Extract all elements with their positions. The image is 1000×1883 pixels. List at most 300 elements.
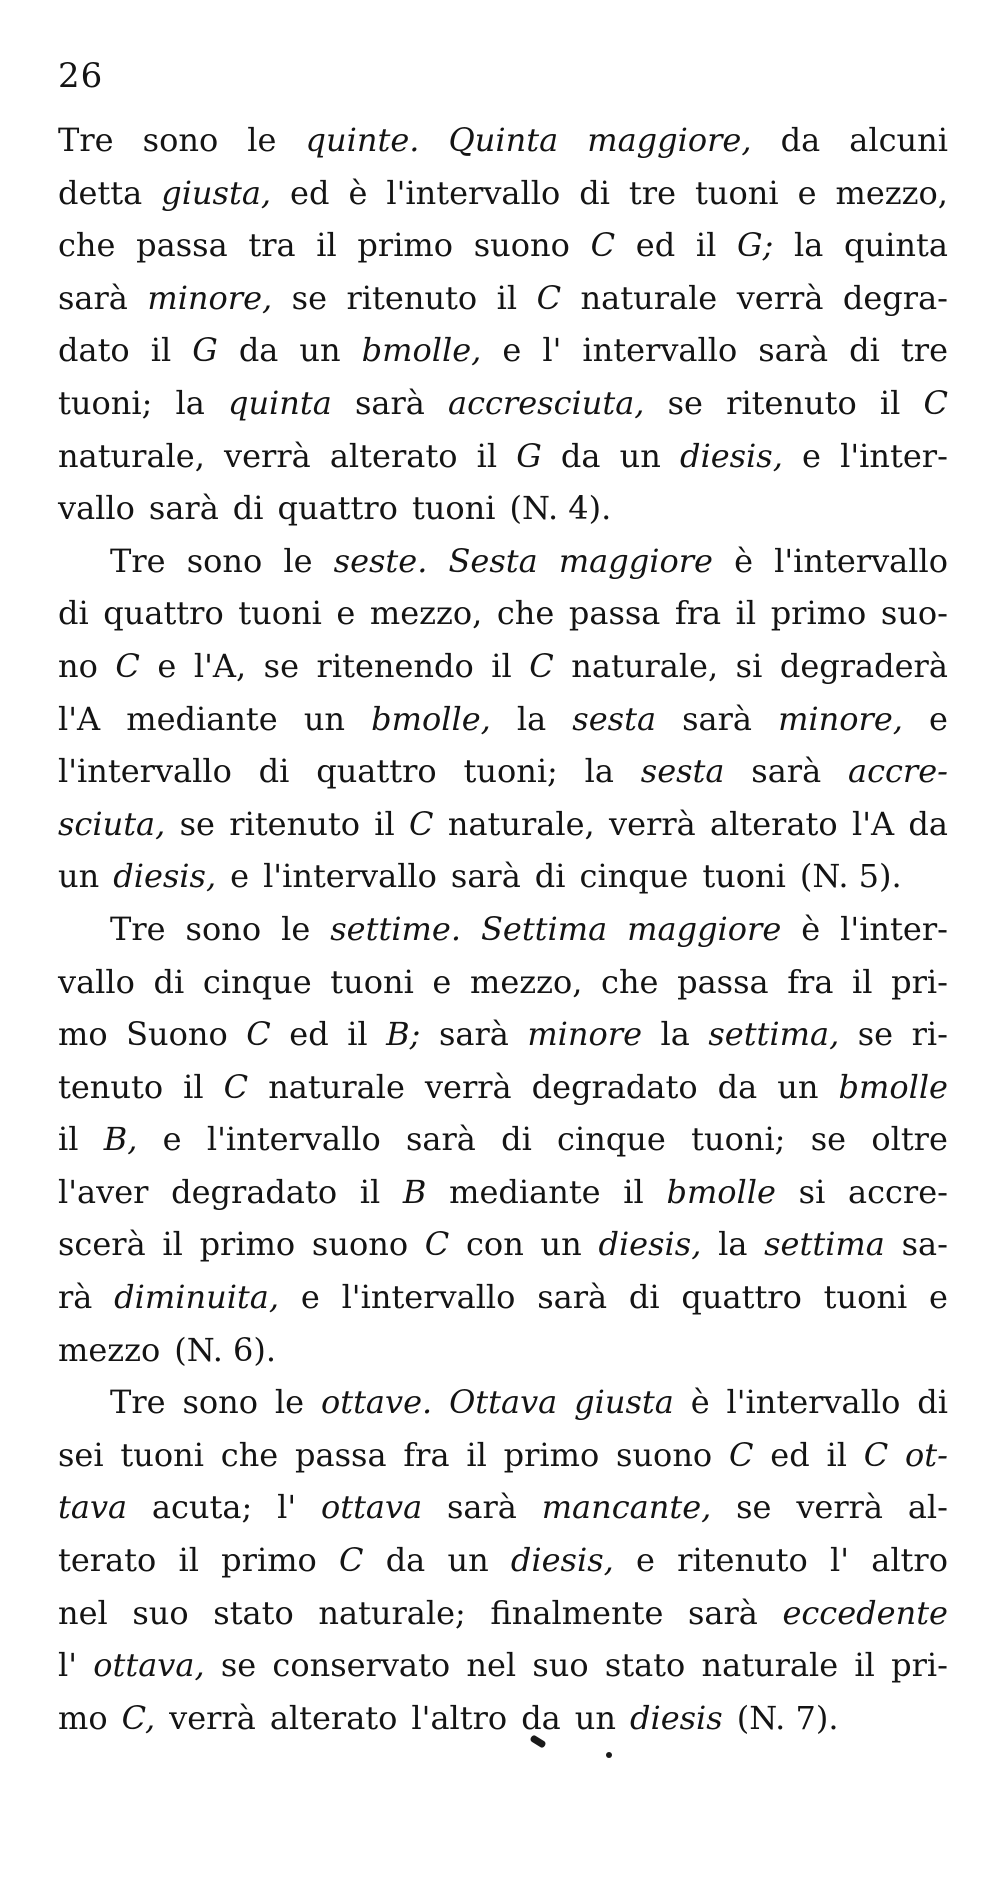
word: il — [150, 331, 172, 370]
word: e — [230, 857, 250, 896]
text-line — [58, 114, 948, 167]
italic-word: Sesta — [448, 541, 538, 580]
word: che — [496, 594, 555, 633]
italic-word: diesis, — [510, 1541, 614, 1580]
word: no — [58, 646, 98, 685]
word: se — [736, 1488, 772, 1527]
word: naturale — [701, 1646, 839, 1685]
word: fra — [787, 962, 834, 1001]
word: alterato — [329, 436, 458, 475]
text-line — [58, 1008, 948, 1061]
word: un — [540, 1225, 582, 1264]
word: il — [162, 1225, 183, 1264]
italic-word: accresciuta, — [447, 383, 645, 422]
italic-word: minore, — [778, 699, 903, 738]
text-line — [58, 903, 948, 956]
word: che — [58, 226, 116, 265]
word: sarà — [450, 857, 521, 896]
word: se — [810, 1120, 847, 1159]
word: è — [801, 909, 821, 948]
word: l'intervallo — [341, 1278, 516, 1317]
word: mezzo, — [469, 962, 583, 1001]
italic-word: minore — [527, 1015, 643, 1054]
italic-word: G; — [737, 226, 774, 265]
text-line — [58, 1376, 948, 1429]
word: degradato — [171, 1172, 338, 1211]
word: ed — [635, 226, 676, 265]
word: Tre — [58, 121, 114, 159]
word: il — [826, 1435, 847, 1474]
word: naturale, — [447, 804, 595, 843]
word: è — [690, 1383, 710, 1422]
word: di — [153, 962, 185, 1001]
word: pri- — [891, 1646, 948, 1685]
word: sarà — [687, 1593, 758, 1632]
italic-word: B; — [386, 1015, 421, 1054]
italic-word: tava — [58, 1488, 128, 1527]
word: tuoni; — [58, 383, 153, 422]
word: un — [777, 1067, 819, 1106]
italic-word: maggiore — [627, 909, 782, 948]
italic-word: bmolle — [838, 1067, 948, 1106]
word: finalmente — [490, 1593, 664, 1632]
word: l'aver — [58, 1172, 149, 1211]
word: il — [58, 1120, 79, 1159]
word: da — [717, 1067, 758, 1106]
word: un — [447, 1541, 489, 1580]
word: ritenuto — [229, 804, 360, 843]
word: alcuni — [849, 121, 948, 159]
word: degradato — [531, 1067, 698, 1106]
word: cinque — [579, 857, 689, 896]
word: tuoni — [695, 173, 779, 212]
word: l'intervallo — [58, 752, 232, 791]
italic-word: C — [339, 1541, 364, 1580]
italic-word: maggiore, — [587, 121, 752, 159]
word: stato — [213, 1593, 294, 1632]
word: (N. 4). — [509, 489, 612, 528]
italic-word: B, — [103, 1120, 138, 1159]
text-line — [58, 219, 948, 272]
word: e — [300, 1278, 320, 1317]
word: (N. 5). — [799, 857, 902, 896]
word: sarà — [148, 489, 219, 528]
word: tenuto — [58, 1067, 164, 1106]
word: il — [496, 278, 518, 317]
italic-word: minore, — [147, 278, 273, 317]
word: cinque — [557, 1120, 666, 1159]
word: sono — [185, 909, 262, 948]
word: conservato — [272, 1646, 451, 1685]
word: è — [734, 541, 753, 580]
word: quattro — [277, 489, 398, 528]
word: Tre — [110, 541, 166, 580]
word: degra- — [842, 278, 948, 317]
word: le — [247, 121, 277, 159]
word: tuoni — [120, 1435, 204, 1474]
word: la — [794, 226, 824, 265]
word: di — [58, 594, 89, 633]
italic-word: C — [424, 1225, 450, 1264]
italic-word: C, — [121, 1698, 156, 1737]
word: sarà — [751, 752, 822, 791]
word: naturale; — [318, 1593, 466, 1632]
word: da — [385, 1541, 426, 1580]
word: e — [162, 1120, 182, 1159]
text-line — [58, 693, 948, 746]
italic-word: giusta — [574, 1383, 674, 1422]
word: sarà — [58, 278, 128, 317]
word: primo — [770, 594, 867, 633]
text-line — [58, 272, 948, 325]
word: degraderà — [779, 646, 948, 685]
word: primo — [199, 1225, 296, 1264]
word: e — [802, 436, 821, 475]
italic-word: G — [516, 436, 542, 475]
word: un — [619, 436, 661, 475]
body-text — [58, 114, 948, 1744]
word: sa- — [901, 1225, 948, 1264]
word: ritenuto — [346, 278, 478, 317]
word: alterato — [269, 1698, 398, 1737]
italic-word: giusta, — [161, 173, 272, 212]
word: se — [291, 278, 328, 317]
word: l' — [830, 1541, 850, 1580]
text-line — [58, 482, 948, 535]
word: l'intervallo — [206, 1120, 381, 1159]
italic-word: ottave. — [320, 1383, 433, 1422]
word: e — [929, 699, 948, 738]
word: dato — [58, 331, 130, 370]
word: l'inter- — [840, 909, 948, 948]
italic-word: mancante, — [541, 1488, 712, 1527]
word: e — [929, 1278, 948, 1317]
word: la — [516, 699, 547, 738]
word: di — [258, 752, 290, 791]
word: Tre — [110, 909, 166, 948]
word: se — [263, 646, 300, 685]
word: se — [667, 383, 703, 422]
text-line — [58, 798, 948, 851]
word: nel — [58, 1593, 108, 1632]
word: verrà — [424, 1067, 512, 1106]
word: mezzo — [58, 1330, 161, 1369]
word: suo — [532, 1646, 589, 1685]
italic-word: bmolle, — [361, 331, 482, 370]
word: sarà — [354, 383, 425, 422]
italic-word: G — [192, 331, 218, 370]
word: verrà — [609, 804, 696, 843]
word: e — [502, 331, 522, 370]
text-line — [58, 587, 948, 640]
word: suono — [311, 1225, 409, 1264]
word: suono — [616, 1435, 713, 1474]
word: sono — [186, 541, 263, 580]
italic-word: quinta — [227, 383, 332, 422]
word: vallo — [58, 489, 135, 528]
word: e — [432, 962, 452, 1001]
italic-word: diesis, — [598, 1225, 702, 1264]
italic-word: B — [402, 1172, 427, 1211]
word: che — [220, 1435, 279, 1474]
word: primo — [503, 1435, 600, 1474]
word: da — [560, 436, 601, 475]
word: l'inter- — [840, 436, 948, 475]
italic-word: Quinta — [448, 121, 559, 159]
text-line — [58, 1481, 948, 1534]
word: tuoni; — [463, 752, 558, 791]
word: al- — [907, 1488, 948, 1527]
word: acuta; — [151, 1488, 253, 1527]
word: e — [635, 1541, 655, 1580]
italic-word: diminuita, — [114, 1278, 280, 1317]
word: sarà — [405, 1120, 476, 1159]
text-line — [58, 1324, 948, 1377]
word: detta — [58, 173, 143, 212]
word: tuoni — [823, 1278, 908, 1317]
word: un — [574, 1698, 616, 1737]
word: quattro — [103, 594, 224, 633]
italic-word: ottava — [320, 1488, 423, 1527]
word: e — [797, 173, 817, 212]
italic-word: C — [536, 278, 562, 317]
word: terato — [58, 1541, 157, 1580]
word: e — [336, 594, 356, 633]
word: mo — [58, 1015, 108, 1054]
word: mediante — [449, 1172, 601, 1211]
italic-word: eccedente — [782, 1593, 948, 1632]
word: tre — [628, 173, 677, 212]
word: sono — [182, 1383, 259, 1422]
text-line — [58, 1271, 948, 1324]
italic-word: C — [409, 804, 434, 843]
word: il — [466, 1435, 487, 1474]
word: ri- — [911, 1015, 948, 1054]
word: sarà — [438, 1015, 509, 1054]
word: ritenendo — [316, 646, 474, 685]
word: le — [274, 1383, 305, 1422]
ink-dot — [606, 1752, 612, 1758]
text-line — [58, 850, 948, 903]
word: naturale — [268, 1067, 405, 1106]
word: si — [798, 1172, 826, 1211]
word: verrà — [169, 1698, 256, 1737]
text-line — [58, 1587, 948, 1640]
word: accre- — [847, 1172, 948, 1211]
word: tuoni; — [691, 1120, 786, 1159]
word: la — [584, 752, 614, 791]
word: da — [238, 331, 279, 370]
word: di — [501, 1120, 532, 1159]
word: rà — [58, 1278, 93, 1317]
word: il — [183, 1067, 204, 1106]
word: l'A, — [193, 646, 247, 685]
word: le — [281, 909, 311, 948]
word: quattro — [681, 1278, 802, 1317]
text-line — [58, 745, 948, 798]
text-line — [58, 535, 948, 588]
italic-word: seste. — [333, 541, 428, 580]
word: di — [232, 489, 264, 528]
word: tuoni — [702, 857, 786, 896]
italic-word: Ottava — [449, 1383, 558, 1422]
word: quinta — [844, 226, 948, 265]
text-line — [58, 430, 948, 483]
word: da — [908, 804, 948, 843]
text-line — [58, 1061, 948, 1114]
word: naturale, — [571, 646, 719, 685]
italic-word: bmolle — [666, 1172, 776, 1211]
text-line — [58, 640, 948, 693]
italic-word: settima, — [708, 1015, 840, 1054]
word: suono — [473, 226, 570, 265]
word: suo — [132, 1593, 189, 1632]
text-line — [58, 324, 948, 377]
word: tuoni — [330, 962, 414, 1001]
word: mo — [58, 1698, 108, 1737]
text-line — [58, 1692, 948, 1745]
word: scerà — [58, 1225, 146, 1264]
text-line — [58, 377, 948, 430]
italic-word: diesis — [629, 1698, 723, 1737]
word: di — [917, 1383, 948, 1422]
word: stato — [604, 1646, 686, 1685]
word: suo- — [880, 594, 948, 633]
word: se — [179, 804, 215, 843]
text-line — [58, 1429, 948, 1482]
word: il — [316, 226, 337, 265]
word: ed — [770, 1435, 810, 1474]
word: il — [695, 226, 717, 265]
word: di — [579, 173, 610, 212]
word: alterato — [710, 804, 838, 843]
italic-word: C — [529, 646, 554, 685]
word: l'A — [58, 699, 101, 738]
word: passa — [677, 962, 769, 1001]
word: è — [348, 173, 368, 212]
word: la — [718, 1225, 748, 1264]
italic-word: sesta — [572, 699, 657, 738]
word: primo — [221, 1541, 317, 1580]
italic-word: accre- — [847, 752, 948, 791]
word: il — [347, 1015, 368, 1054]
word: tre — [900, 331, 948, 370]
text-line — [58, 1639, 948, 1692]
word: un — [299, 331, 341, 370]
word: l'A — [851, 804, 895, 843]
text-line — [58, 167, 948, 220]
word: l' — [542, 331, 562, 370]
text-line — [58, 1534, 948, 1587]
word: mediante — [126, 699, 278, 738]
word: se — [857, 1015, 894, 1054]
word: le — [283, 541, 313, 580]
word: se — [220, 1646, 257, 1685]
word: l'intervallo — [263, 857, 437, 896]
italic-word: C — [863, 1435, 889, 1474]
word: primo — [357, 226, 454, 265]
word: verrà — [736, 278, 824, 317]
word: mezzo, — [835, 173, 948, 212]
word: e — [157, 646, 177, 685]
word: intervallo — [582, 331, 738, 370]
word: l'altro — [411, 1698, 508, 1737]
word: il — [178, 1541, 199, 1580]
word: di — [534, 857, 566, 896]
word: l' — [58, 1646, 78, 1685]
text-line — [58, 956, 948, 1009]
word: passa — [295, 1435, 387, 1474]
italic-word: sesta — [640, 752, 725, 791]
word: ed — [290, 173, 330, 212]
word: la — [175, 383, 205, 422]
italic-word: bmolle, — [371, 699, 491, 738]
word: tuoni — [238, 594, 322, 633]
italic-word: ottava, — [93, 1646, 205, 1685]
word: mezzo, — [369, 594, 483, 633]
word: il — [735, 594, 757, 633]
word: un — [303, 699, 346, 738]
word: vallo — [58, 962, 135, 1001]
italic-word: C — [223, 1067, 249, 1106]
word: Tre — [110, 1383, 166, 1422]
italic-word: sciuta, — [58, 804, 166, 843]
word: da — [521, 1698, 561, 1737]
word: un — [58, 857, 100, 896]
word: il — [476, 436, 498, 475]
italic-word: settima — [764, 1225, 885, 1264]
word: il — [623, 1172, 644, 1211]
word: verrà — [796, 1488, 883, 1527]
word: pri- — [891, 962, 948, 1001]
text-line — [58, 1113, 948, 1166]
italic-word: C — [728, 1435, 754, 1474]
word: cinque — [202, 962, 312, 1001]
word: tuoni — [411, 489, 496, 528]
word: naturale, — [58, 436, 205, 475]
italic-word: settime. — [330, 909, 461, 948]
word: il — [359, 1172, 381, 1211]
word: sarà — [682, 699, 752, 738]
word: il — [879, 383, 901, 422]
word: verrà — [224, 436, 311, 475]
word: tra — [248, 226, 296, 265]
word: l' — [277, 1488, 297, 1527]
word: di — [849, 331, 880, 370]
italic-word: ot- — [905, 1435, 948, 1474]
italic-word: C — [590, 226, 616, 265]
word: la — [660, 1015, 690, 1054]
word: sei — [58, 1435, 104, 1474]
word: il — [854, 1646, 875, 1685]
word: quattro — [316, 752, 437, 791]
word: si — [735, 646, 763, 685]
word: l'intervallo — [726, 1383, 901, 1422]
word: sarà — [446, 1488, 517, 1527]
word: il — [852, 962, 873, 1001]
word: Suono — [126, 1015, 228, 1054]
word: sarà — [537, 1278, 608, 1317]
italic-word: quinte. — [305, 121, 420, 159]
word: di — [628, 1278, 660, 1317]
word: ed — [289, 1015, 329, 1054]
word: sono — [142, 121, 219, 159]
word: fra — [674, 594, 722, 633]
word: l'intervallo — [774, 541, 948, 580]
word: nel — [466, 1646, 517, 1685]
word: oltre — [871, 1120, 948, 1159]
word: sarà — [758, 331, 829, 370]
